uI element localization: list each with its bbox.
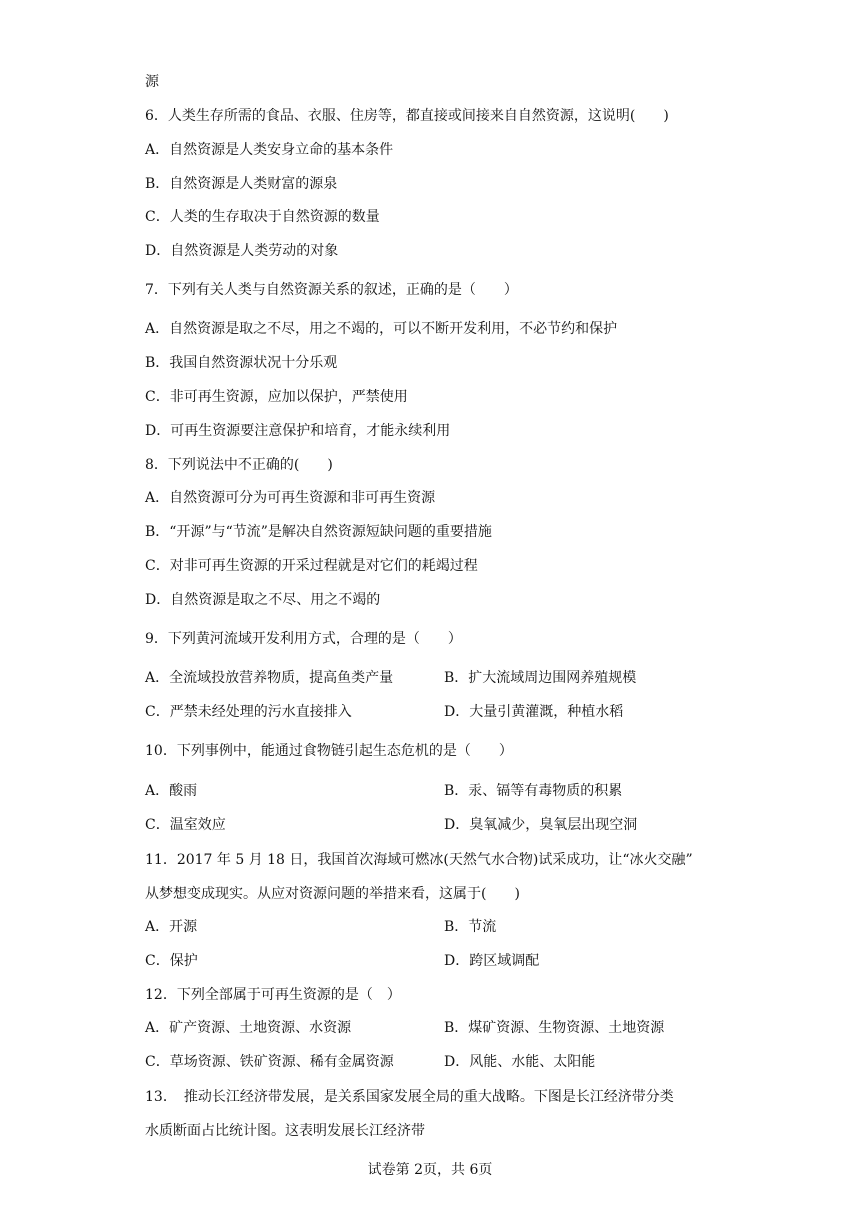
question-7-option-b: B．我国自然资源状况十分乐观	[145, 355, 338, 371]
question-6-option-d: D．自然资源是人类劳动的对象	[145, 243, 339, 259]
question-9-option-b: B．扩大流域周边围网养殖规模	[444, 670, 637, 686]
question-7-option-d: D．可再生资源要注意保护和培育，才能永续利用	[145, 423, 451, 439]
question-6-option-a: A．自然资源是人类安身立命的基本条件	[145, 142, 394, 158]
question-10-option-d: D．臭氧减少，臭氧层出现空洞	[444, 817, 638, 833]
question-9-option-d: D．大量引黄灌溉，种植水稻	[444, 704, 624, 720]
question-7-option-c: C．非可再生资源，应加以保护，严禁使用	[145, 389, 408, 405]
page-footer: 试卷第 2页，共 6页	[367, 1162, 493, 1178]
question-11-option-d: D．跨区域调配	[444, 953, 540, 969]
continuation-text: 源	[145, 74, 159, 90]
question-11-stem-line-1: 11．2017 年 5 月 18 日，我国首次海域可燃冰(天然气水合物)试采成功，让“冰火交融”	[145, 852, 693, 868]
question-12-option-c: C．草场资源、铁矿资源、稀有金属资源	[145, 1054, 394, 1070]
question-6-option-b: B．自然资源是人类财富的源泉	[145, 176, 338, 192]
question-6-stem: 6．人类生存所需的食品、衣服、住房等，都直接或间接来自自然资源，这说明( )	[145, 108, 669, 124]
question-10-option-c: C．温室效应	[145, 817, 226, 833]
question-7-option-a: A．自然资源是取之不尽，用之不竭的，可以不断开发利用，不必节约和保护	[145, 321, 618, 337]
question-11-option-a: A．开源	[145, 919, 198, 935]
question-9-stem: 9．下列黄河流域开发利用方式，合理的是（ ）	[145, 631, 462, 647]
question-10-option-b: B．汞、镉等有毒物质的积累	[444, 783, 623, 799]
question-13-stem-line-2: 水质断面占比统计图。这表明发展长江经济带	[145, 1123, 425, 1139]
question-8-stem: 8．下列说法中不正确的( )	[145, 457, 333, 473]
question-8-option-a: A．自然资源可分为可再生资源和非可再生资源	[145, 490, 436, 506]
question-13-stem-line-1: 13． 推动长江经济带发展，是关系国家发展全局的重大战略。下图是长江经济带分类	[145, 1089, 674, 1105]
question-6-option-c: C．人类的生存取决于自然资源的数量	[145, 209, 380, 225]
question-7-stem: 7．下列有关人类与自然资源关系的叙述，正确的是（ ）	[145, 282, 518, 298]
question-11-option-b: B．节流	[444, 919, 497, 935]
question-8-option-c: C．对非可再生资源的开采过程就是对它们的耗竭过程	[145, 558, 478, 574]
question-11-option-c: C．保护	[145, 953, 198, 969]
question-12-option-a: A．矿产资源、土地资源、水资源	[145, 1020, 352, 1036]
question-12-stem: 12．下列全部属于可再生资源的是（ ）	[145, 987, 401, 1003]
question-12-option-b: B．煤矿资源、生物资源、土地资源	[444, 1020, 665, 1036]
question-10-option-a: A．酸雨	[145, 783, 198, 799]
question-10-stem: 10．下列事例中，能通过食物链引起生态危机的是（ ）	[145, 743, 513, 759]
question-8-option-b: B．“开源”与“节流”是解决自然资源短缺问题的重要措施	[145, 524, 492, 540]
question-9-option-c: C．严禁未经处理的污水直接排入	[145, 704, 352, 720]
question-11-stem-line-2: 从梦想变成现实。从应对资源问题的举措来看，这属于( )	[145, 886, 520, 902]
question-12-option-d: D．风能、水能、太阳能	[444, 1054, 596, 1070]
question-8-option-d: D．自然资源是取之不尽、用之不竭的	[145, 592, 381, 608]
question-9-option-a: A．全流域投放营养物质，提高鱼类产量	[145, 670, 394, 686]
